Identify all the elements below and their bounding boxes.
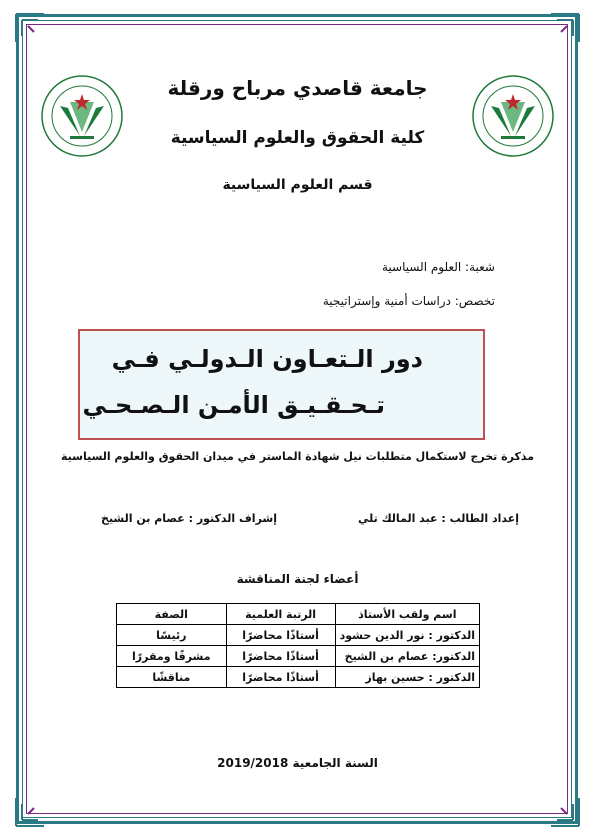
jury-role: مشرفًا ومقررًا: [117, 646, 227, 667]
corner-ornament-icon: [547, 12, 581, 46]
university-seal-icon: [467, 70, 559, 162]
thesis-title-box: [78, 329, 485, 440]
thesis-title-line-1: دور الـتعـاون الـدولـي فـي: [111, 345, 423, 373]
thesis-title-line-2: تـحـقـيـق الأمـن الـصـحـي: [82, 391, 385, 419]
specialty-label: تخصص: دراسات أمنية وإستراتيجية: [322, 294, 495, 308]
branch-label: شعبة: العلوم السياسية: [381, 260, 495, 274]
jury-name: الدكتور : حسين بهاز: [335, 667, 479, 688]
corner-ornament-icon: [547, 794, 581, 828]
jury-role: رئيسًا: [117, 625, 227, 646]
jury-name: الدكتور: عصام بن الشيخ: [335, 646, 479, 667]
jury-rank: أستاذًا محاضرًا: [226, 625, 335, 646]
jury-role: مناقشًا: [117, 667, 227, 688]
university-seal-icon: [36, 70, 128, 162]
faculty-name: كلية الحقوق والعلوم السياسية: [170, 128, 425, 148]
jury-name: الدكتور : نور الدين حشود: [335, 625, 479, 646]
university-name: جامعة قاصدي مرباح ورقلة: [167, 76, 428, 100]
supervisor-name: إشراف الدكتور : عصام بن الشيخ: [101, 512, 277, 525]
table-row: [117, 646, 480, 667]
department-name: قسم العلوم السياسية: [222, 177, 373, 193]
column-header: الرتبة العلمية: [226, 604, 335, 625]
jury-table: [116, 603, 480, 688]
committee-title: أعضاء لجنة المناقشة: [236, 572, 359, 586]
column-header: اسم ولقب الأستاذ: [335, 604, 479, 625]
table-row: [117, 625, 480, 646]
memo-description: مذكرة تخرج لاستكمال متطلبات نيل شهادة الماستر في ميدان الحقوق والعلوم السياسية: [60, 450, 535, 463]
jury-rank: أستاذًا محاضرًا: [226, 667, 335, 688]
jury-rank: أستاذًا محاضرًا: [226, 646, 335, 667]
table-row: [117, 667, 480, 688]
corner-ornament-icon: [14, 794, 48, 828]
academic-year: السنة الجامعية 2019/2018: [217, 756, 378, 770]
column-header: الصفة: [117, 604, 227, 625]
table-header-row: [117, 604, 480, 625]
student-name: إعداد الطالب : عبد المالك تلي: [357, 512, 519, 525]
corner-ornament-icon: [14, 12, 48, 46]
